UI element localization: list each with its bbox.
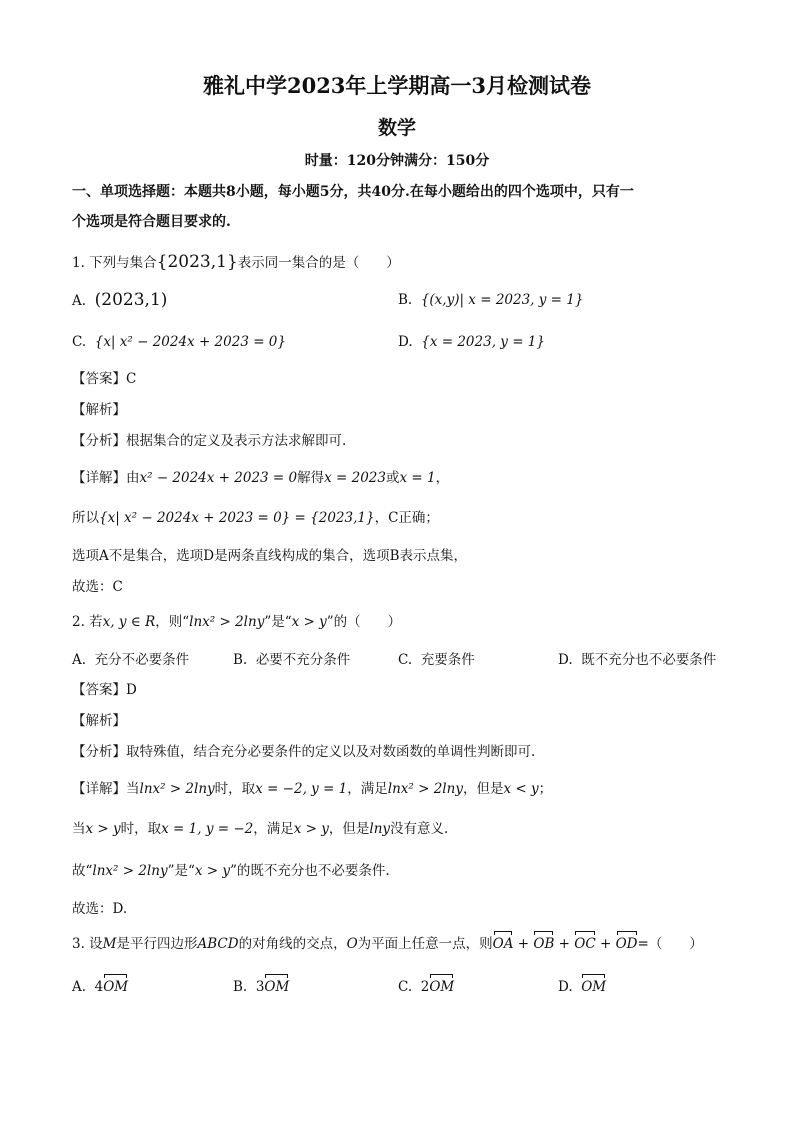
q1-conclusion: 故选：C [72, 579, 123, 595]
q1-stem-set: {2023,1} [156, 252, 238, 272]
q2-option-b: B. 必要不充分条件 [233, 652, 351, 668]
q1-option-a: A. (2023,1) [72, 290, 168, 310]
q1-fenxi: 【分析】根据集合的定义及表示方法求解即可. [72, 433, 347, 449]
q1-suoyi: 所以{x| x² − 2024x + 2023 = 0} = {2023,1}，C正确； [72, 510, 439, 526]
q1-stem: 1. 下列与集合{2023,1}表示同一集合的是（ ） [72, 252, 400, 272]
vector-od: OD [615, 936, 638, 952]
vector-om: OM [581, 979, 607, 995]
q1-option-c: C. {x| x² − 2024x + 2023 = 0} [72, 334, 286, 350]
q1-note: 选项A不是集合，选项D是两条直线构成的集合，选项B表示点集， [72, 548, 467, 564]
q1-option-d: D. {x = 2023, y = 1} [398, 334, 545, 350]
q1-xiangjie: 【详解】由x² − 2024x + 2023 = 0解得x = 2023或x = 1， [72, 470, 450, 486]
q1-option-b: B. {(x,y)| x = 2023, y = 1} [398, 292, 584, 308]
exam-title: 雅礼中学2023年上学期高一3月检测试卷 [202, 73, 592, 98]
vector-om: OM [429, 979, 455, 995]
q2-fenxi: 【分析】取特殊值，结合充分必要条件的定义以及对数函数的单调性判断即可. [72, 744, 536, 760]
q2-detail-line1: 【详解】当lnx² > 2lny时，取x = −2, y = 1，满足lnx² > 2lny，但是x < y； [72, 781, 553, 797]
q2-option-d: D. 既不充分也不必要条件 [558, 652, 717, 668]
q1-analysis-tag: 【解析】 [72, 402, 126, 418]
q1-answer: 【答案】C [72, 371, 137, 387]
q3-option-b: B. 3OM [233, 979, 290, 995]
q2-stem: 2. 若x, y ∈ R，则“lnx² > 2lny”是“x > y”的（ ） [72, 614, 402, 630]
q2-detail-line3: 故“lnx² > 2lny”是“x > y”的既不充分也不必要条件. [72, 863, 390, 879]
vector-oc: OC [574, 936, 596, 952]
time-info: 时量：120分钟满分：150分 [304, 153, 490, 169]
section-heading-line1: 一、单项选择题：本题共8小题，每小题5分，共40分.在每小题给出的四个选项中，只有一 [72, 184, 634, 200]
q3-option-d: D. OM [558, 979, 607, 995]
section-heading-line2: 个选项是符合题目要求的. [72, 214, 231, 230]
q2-option-c: C. 充要条件 [398, 652, 475, 668]
vector-om: OM [103, 979, 129, 995]
q2-option-a: A. 充分不必要条件 [72, 652, 190, 668]
q2-answer: 【答案】D [72, 682, 137, 698]
q3-stem: 3. 设M是平行四边形ABCD的对角线的交点，O为平面上任意一点，则OA + OB + OC + OD=（ ） [72, 936, 703, 952]
q3-option-a: A. 4OM [72, 979, 129, 995]
subject-title: 数学 [377, 117, 416, 139]
q2-analysis-tag: 【解析】 [72, 713, 126, 729]
q2-conclusion: 故选：D. [72, 901, 128, 917]
q3-option-c: C. 2OM [398, 979, 455, 995]
vector-oa: OA [492, 936, 514, 952]
q2-detail-line2: 当x > y时，取x = 1, y = −2，满足x > y，但是lny没有意义. [72, 821, 449, 837]
vector-ob: OB [533, 936, 555, 952]
vector-om: OM [264, 979, 290, 995]
